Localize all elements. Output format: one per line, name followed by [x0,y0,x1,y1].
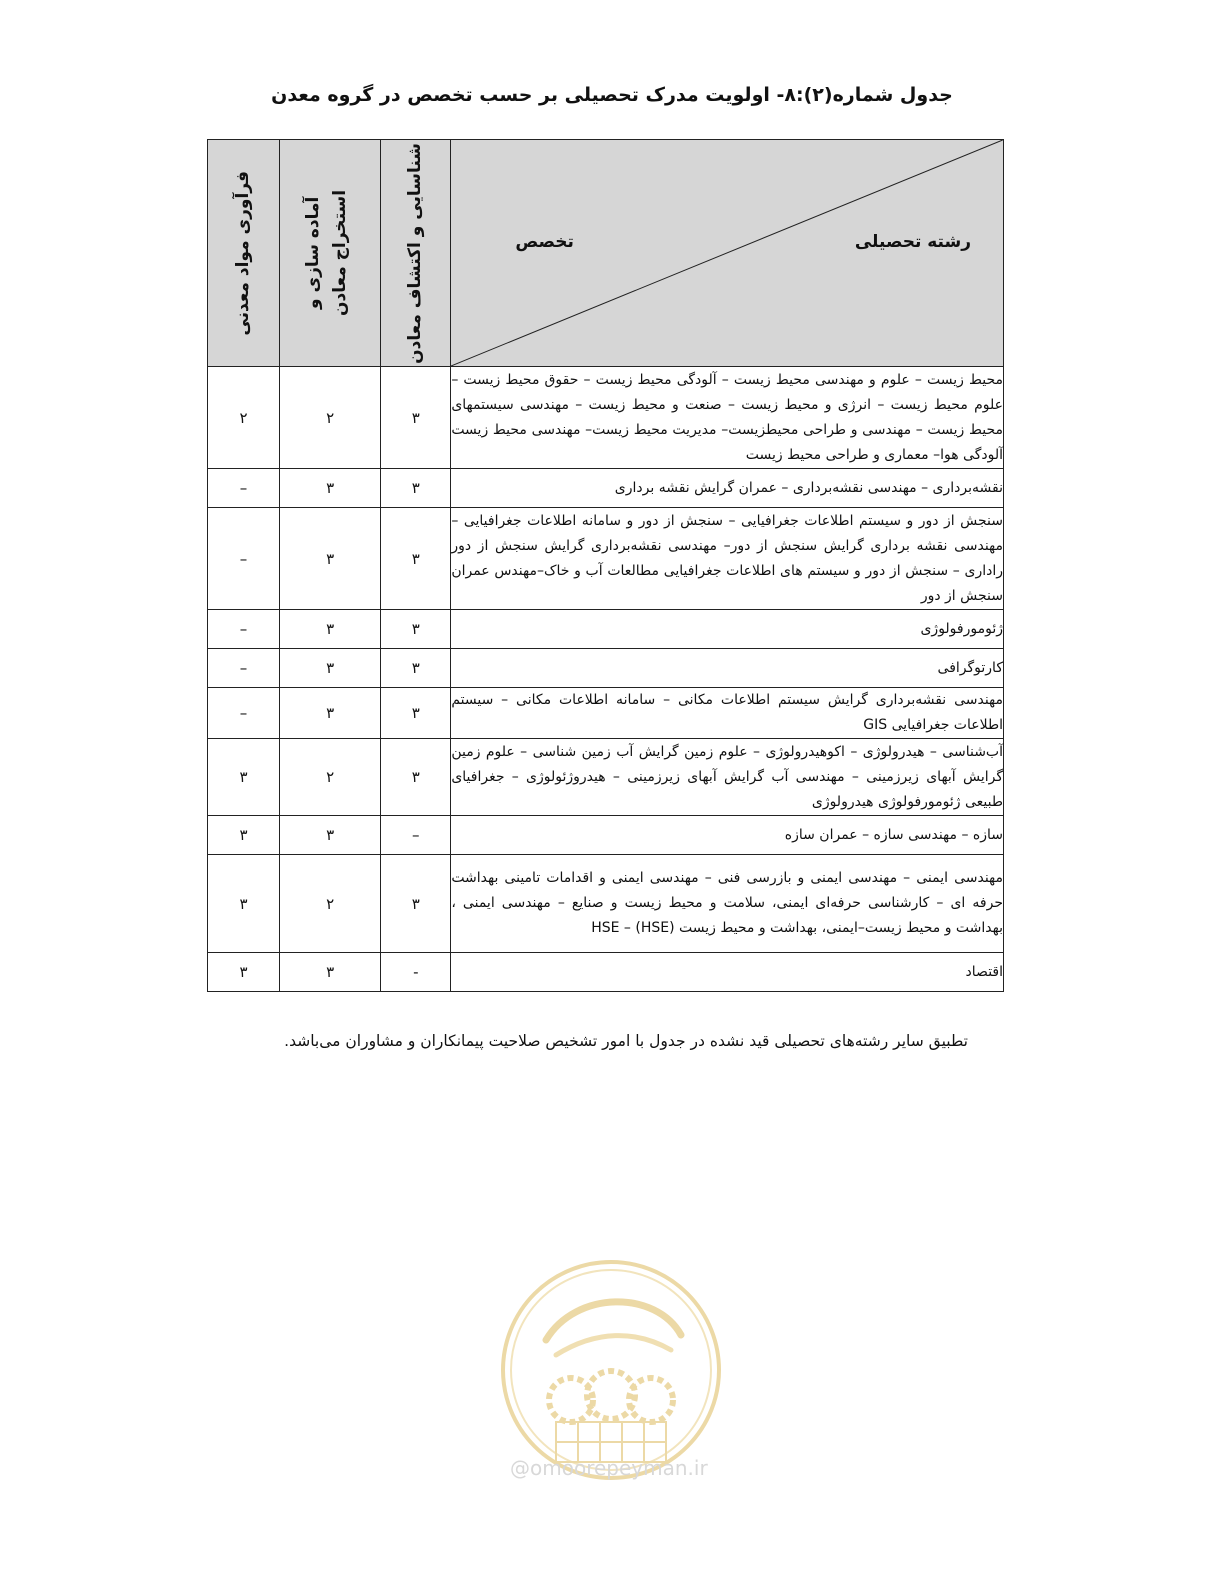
score-cell: ۲ [208,367,280,469]
score-cell: - [381,953,451,992]
table-row [208,739,1004,816]
table-row [208,816,1004,855]
field-cell: ژئومورفولوژی [451,610,1004,649]
table-row [208,469,1004,508]
column-header-processing [208,140,280,367]
watermark-url: @omoorepeyman.ir [510,1456,708,1480]
score-cell: – [208,469,280,508]
footnote: تطبیق سایر رشته‌های تحصیلی قید نشده در جدول با امور تشخیص صلاحیت پیمانکاران و مشاوران می‌باشد. [284,1032,968,1050]
score-cell: ۳ [280,649,381,688]
column-header-label: فرآوری مواد معدنی [232,170,253,336]
column-header-label: شناسایی و اکتشاف معادن [405,142,426,364]
score-cell: ۲ [280,739,381,816]
field-cell: نقشه‌برداری – مهندسی نقشه‌برداری – عمران گرایش نقشه برداری [451,469,1004,508]
field-cell: سنجش از دور و سیستم اطلاعات جغرافیایی – سنجش از دور و سامانه اطلاعات جغرافیایی – مهندسی نقشه برداری گرایش سنجش از دور– مهندسی نقشه‌برداری گرایش سنجش از دور راداری – سنجش از دور و سیستم های اطلاعات جغرافیایی مطالعات آب و خاک–مهندس عمران سنجش از دور [451,508,1004,610]
score-cell: ۳ [280,469,381,508]
score-cell: ۳ [280,508,381,610]
table-row [208,508,1004,610]
field-cell: اقتصاد [451,953,1004,992]
score-cell: – [208,688,280,739]
column-header-label: آماده سازی و استخراج معادن [303,189,351,317]
table-header-row [208,140,1004,367]
score-cell: – [208,508,280,610]
specialty-label: تخصص [515,232,574,252]
table-row [208,610,1004,649]
score-cell: ۲ [280,855,381,953]
field-cell: مهندسی نقشه‌برداری گرایش سیستم اطلاعات مکانی – سامانه اطلاعات مکانی – سیستم اطلاعات جغرافیایی GIS [451,688,1004,739]
score-cell: ۳ [280,688,381,739]
score-cell: ۳ [381,508,451,610]
score-cell: ۳ [381,739,451,816]
score-cell: ۳ [381,610,451,649]
field-cell: سازه – مهندسی سازه – عمران سازه [451,816,1004,855]
score-cell: ۳ [208,855,280,953]
diagonal-line [451,140,1003,366]
score-cell: ۳ [381,469,451,508]
score-cell: ۳ [381,855,451,953]
score-cell: ۲ [280,367,381,469]
score-cell: ۳ [208,953,280,992]
table-row [208,953,1004,992]
score-cell: – [381,816,451,855]
score-cell: ۳ [381,688,451,739]
column-header-extraction [280,140,381,367]
diagonal-header-cell [451,140,1004,367]
table-row [208,367,1004,469]
score-cell: – [208,649,280,688]
score-cell: ۳ [381,367,451,469]
field-cell: محیط زیست – علوم و مهندسی محیط زیست – آلودگی محیط زیست – حقوق محیط زیست – علوم محیط زیست – انرژی و محیط زیست – صنعت و محیط زیست – مهندسی سیستمهای محیط زیست – مهندسی و طراحی محیطزیست– مدیریت محیط زیست– مهندسی محیط زیست آلودگی هوا– معماری و طراحی محیط زیست [451,367,1004,469]
table-row [208,688,1004,739]
field-cell: مهندسی ایمنی – مهندسی ایمنی و بازرسی فنی – مهندسی ایمنی و اقدامات تامینی بهداشت حرفه ای – کارشناسی حرفه‌ای ایمنی، سلامت و محیط زیست و صنایع – مهندسی ایمنی ، بهداشت و محیط زیست–ایمنی، بهداشت و محیط زیست (HSE) – HSE [451,855,1004,953]
table-row [208,649,1004,688]
table-title: جدول شماره(۲):۸- اولویت مدرک تحصیلی بر حسب تخصص در گروه معدن [271,84,953,106]
score-cell: ۳ [280,953,381,992]
score-cell: ۳ [381,649,451,688]
field-of-study-label: رشته تحصیلی [854,232,971,252]
score-cell: ۳ [208,739,280,816]
field-cell: آب‌شناسی – هیدرولوژی – اکوهیدرولوژی – علوم زمین گرایش آب زمین شناسی – علوم زمین گرایش آبهای زیرزمینی – مهندسی آب گرایش آبهای زیرزمینی – هیدروژئولوژی – جغرافیای طبیعی ژئومورفولوژی هیدرولوژی [451,739,1004,816]
score-cell: ۳ [280,816,381,855]
column-header-exploration [381,140,451,367]
table-row [208,855,1004,953]
field-cell: کارتوگرافی [451,649,1004,688]
score-cell: – [208,610,280,649]
score-cell: ۳ [280,610,381,649]
score-cell: ۳ [208,816,280,855]
priority-table [207,139,1004,992]
